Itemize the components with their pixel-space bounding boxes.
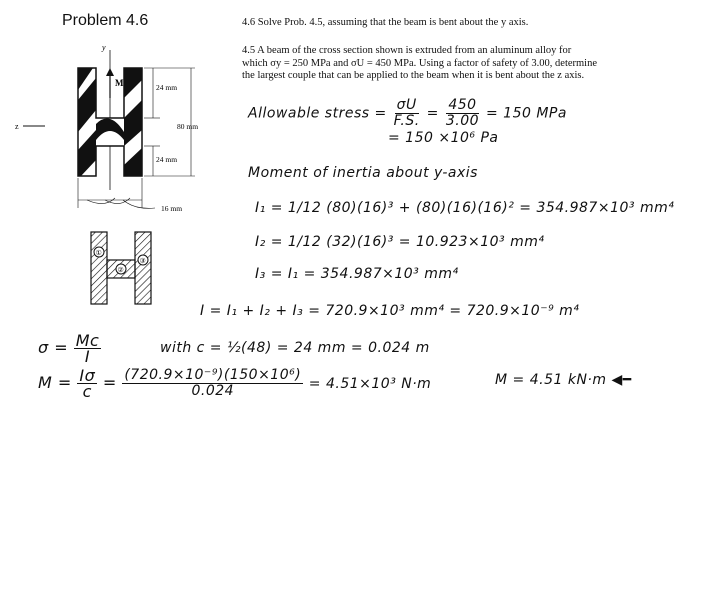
I2-equation: I₂ = 1/12 (32)(16)³ = 10.923×10³ mm⁴ [255, 234, 545, 250]
problem-4-6-statement: 4.6 Solve Prob. 4.5, assuming that the beam is bent about the y axis. [242, 17, 529, 28]
m-calc-num: (720.9×10⁻⁹)(150×10⁶) [124, 367, 302, 383]
fs-value: 3.00 [445, 113, 480, 129]
dim-leaders [87, 198, 155, 208]
dim-total-label: 80 mm [177, 122, 199, 131]
parts-sketch [85, 228, 165, 308]
sigma-lhs: σ = [38, 338, 69, 357]
numeric-fraction [444, 98, 481, 129]
part-3-flange [135, 232, 151, 304]
problem-line-1: 4.5 A beam of the cross section shown is extruded from an aluminum alloy for [242, 45, 572, 56]
m-result: = 4.51×10³ N·m [308, 376, 432, 392]
allowable-eq1: = [374, 105, 387, 122]
y-axis-label: y [102, 43, 106, 52]
allowable-eq2: = [426, 105, 439, 122]
part-2-label: ② [117, 266, 124, 274]
m-calc-fraction [122, 368, 303, 399]
problem-line-2: which σy = 250 MPa and σU = 450 MPa. Using a factor of safety of 3.00, determine [242, 57, 598, 69]
moi-heading: Moment of inertia about y-axis [248, 165, 478, 181]
dim-width-label: 16 mm [161, 204, 183, 213]
i-sigma-over-c [77, 368, 97, 399]
moment-formula-row [38, 368, 431, 399]
m-final-answer [495, 372, 632, 388]
m-lhs: M = [38, 373, 72, 392]
mc-over-i [74, 333, 102, 364]
answer-arrow-icon: ◀━ [611, 372, 632, 388]
m-final-text: M = 4.51 kN·m [495, 372, 607, 388]
ultimate-value: 450 [448, 97, 477, 113]
allowable-result: = 150 MPa [485, 105, 567, 122]
i-denominator: I [84, 347, 91, 366]
part-3-label: ③ [139, 257, 146, 265]
allowable-label: Allowable stress [248, 105, 370, 122]
with-c-text: with c = ½(48) = 24 mm = 0.024 m [160, 340, 430, 356]
z-axis-label: z [15, 122, 19, 131]
part-1-label: ① [95, 249, 102, 257]
m-eq2: = [102, 373, 117, 392]
dim-bottom-label: 24 mm [156, 155, 178, 164]
moment-arrowhead [106, 68, 114, 76]
page-title: Problem 4.6 [62, 12, 149, 29]
su-over-fs [392, 98, 422, 129]
I1-equation: I₁ = 1/12 (80)(16)³ + (80)(16)(16)² = 354.987×10³ mm⁴ [255, 200, 675, 216]
i-sigma-num: Iσ [79, 366, 96, 385]
allowable-stress-row [248, 98, 567, 129]
I-total-equation: I = I₁ + I₂ + I₃ = 720.9×10³ mm⁴ = 720.9×10⁻⁹ m⁴ [200, 303, 580, 319]
part-1-flange [91, 232, 107, 304]
m-calc-den: 0.024 [191, 383, 235, 399]
sigma-u: σU [396, 97, 417, 113]
dim-top-label: 24 mm [156, 83, 178, 92]
mc-numerator: Mc [75, 331, 100, 350]
allowable-pa: = 150 ×10⁶ Pa [388, 130, 499, 146]
beam-cross-section-figure [15, 40, 225, 225]
factor-of-safety: F.S. [393, 113, 420, 129]
I3-equation: I₃ = I₁ = 354.987×10³ mm⁴ [255, 266, 459, 282]
c-den: c [82, 382, 92, 401]
stress-formula-row [38, 333, 101, 364]
moment-label: M [115, 78, 124, 88]
problem-4-5-statement [242, 45, 637, 83]
problem-line-3: the largest couple that can be applied to the beam when it is bent about the z axis. [242, 70, 585, 81]
